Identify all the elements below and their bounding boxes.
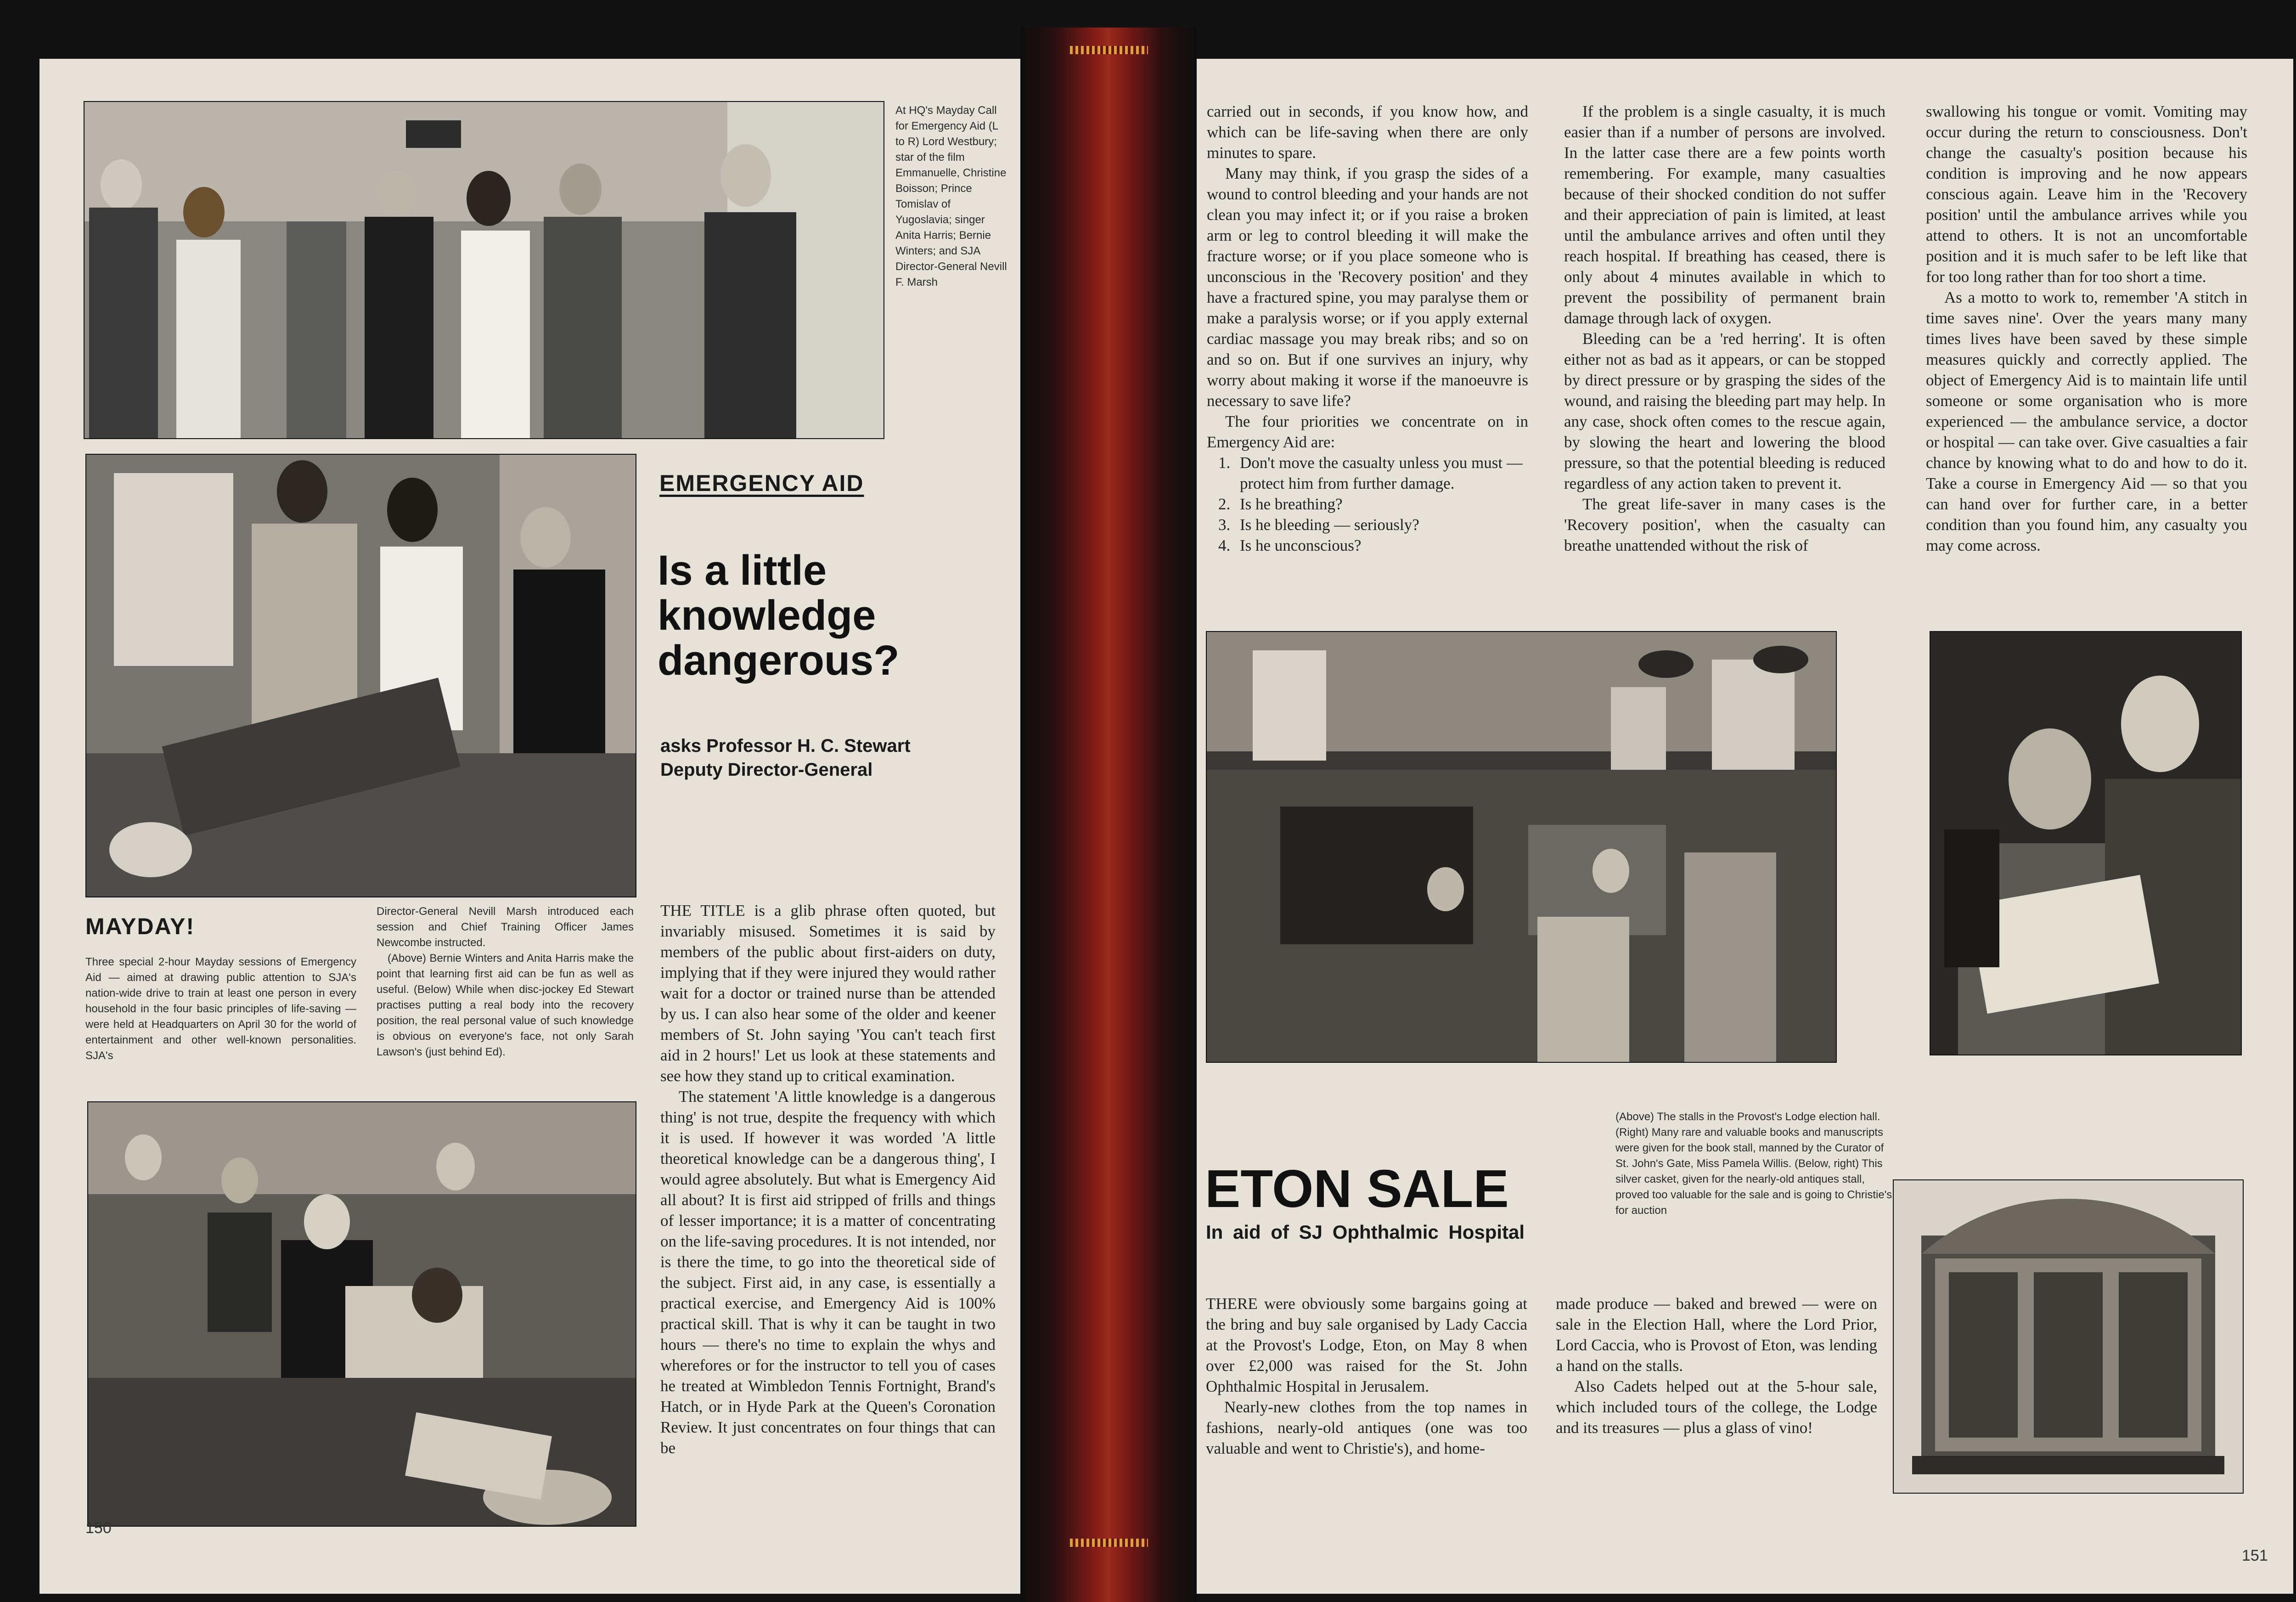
eton-caption-box: [1615, 1109, 1893, 1218]
eton-sale-title: ETON SALE: [1205, 1159, 1509, 1218]
article-right-col1: [1207, 101, 1528, 556]
eton-p2: Nearly-new clothes from the top names in fashions, nearly-old antiques (one was too valuable and went to Christie's), and home-: [1206, 1398, 1527, 1457]
page-number-right: 151: [2242, 1547, 2268, 1564]
article-right-col2: [1564, 101, 1885, 556]
mayday-col2-p2: (Above) Bernie Winters and Anita Harris make the point that learning first aid can be fun as well as useful. (Below) While when disc-jockey Ed Stewart practises putting a real body into the recovery position, the real personal value of such knowledge is obvious on everyone's face, not only Sarah Lawson's (just behind Ed).: [377, 952, 634, 1058]
col1-p3: The four priorities we concentrate on in Emergency Aid are:: [1207, 412, 1528, 451]
eton-p4: Also Cadets helped out at the 5-hour sale, which included tours of the college, the Lodge and its treasures — plus a glass of vino!: [1556, 1377, 1877, 1437]
eton-p1: THERE were obviously some bargains going at the bring and buy sale organised by Lady Caccia at the Provost's Lodge, Eton, on May 8 when over £2,000 was raised for the St. John Ophthalmic Hospital in Jerusalem.: [1206, 1295, 1527, 1395]
byline: [660, 734, 1009, 782]
binding-stripe-bottom: [1070, 1539, 1148, 1547]
article-p2: The statement 'A little knowledge is a dangerous thing' is not true, despite the frequency with which it is used. If however it was worded 'A little theoretical knowledge can be a dangerous thing', I would agree absolutely. But what is Emergency Aid all about? It is first aid stripped of frills and things of lesser importance; it is a matter of concentrating on the life-saving procedures. It is not intended, nor is there the time, to go into the theoretical side of the subject. First aid, in any case, is essentially a practical exercise, and Emergency Aid is 100% practical skill. That is why it can be taught in two hours — there's no time to explain the whys and wherefores or for the instructor to tell you of cases he treated at Wimbledon Tennis Fortnight, Brand's Hatch, or in Hyde Park at the Queen's Coronation Review. It just concentrates on four things that can be: [660, 1088, 996, 1457]
headline: Is a little knowledge dangerous?: [658, 547, 900, 684]
col2-p2: Bleeding can be a 'red herring'. It is often either not as bad as it appears, or can be stopped by direct pressure or by grasping the sides of the wound, and raising the bleeding part may help. In any case, shock often comes to the rescue again, by slowing the heart and lowering the blood pressure, so that the potential bleeding is reduced regardless of any action taken to prevent it.: [1564, 330, 1885, 492]
col2-p1: If the problem is a single casualty, it is much easier than if a number of persons are involved. In the latter case there are a few points worth remembering. For example, many casualties because of their shocked condition do not suffer and their appreciation of pain is limited, at least until the ambulance arrives and often until they reach hospital. If breathing has ceased, there is only about 4 minutes available in which to prevent the possibility of permanent brain damage through lack of oxygen.: [1564, 102, 1885, 327]
eton-col1: [1206, 1293, 1527, 1459]
priority-item: 3. Is he bleeding — seriously?: [1234, 514, 1528, 535]
article-p1: THE TITLE is a glib phrase often quoted, but invariably misused. Sometimes it is said by members of the public about first-aiders on duty, implying that if they were injured they would rather wait for a doctor or trained nurse than be attended by us. I can also hear some of the older and keener members of St. John saying 'You can't teach first aid in 2 hours!' Let us look at these statements and see how they stand up to critical examination.: [660, 902, 996, 1085]
eton-p3: made produce — baked and brewed — were on sale in the Election Hall, where the Lord Prior, Lord Caccia, who is Provost of Eton, was lending a hand on the stalls.: [1556, 1295, 1877, 1375]
col2-p3: The great life-saver in many cases is the 'Recovery position', when the casualty can breathe unattended without the risk of: [1564, 495, 1885, 554]
page-number-left: 150: [85, 1519, 112, 1537]
eton-sale-subtitle: In aid of SJ Ophthalmic Hospital: [1206, 1221, 1525, 1243]
photo-silver-casket: [1893, 1179, 2244, 1494]
photo-election-hall-stalls: [1206, 631, 1837, 1063]
col3-p2: As a motto to work to, remember 'A stitch in time saves nine'. Over the years many many times lives have been saved by these simple measures quickly and correctly applied. The object of Emergency Aid is to maintain life until someone or some organisation who is more experienced — the ambulance service, a doctor or hospital — can take over. Give casualties a fair chance by knowing what to do and how to do it. Take a course in Emergency Aid — so that you can hand over for further care, in a better condition than you found him, any casualty you may come across.: [1926, 288, 2247, 554]
mayday-col1-box: [85, 954, 356, 1064]
left-page: [39, 59, 1020, 1594]
byline-author: asks Professor H. C. Stewart: [660, 736, 911, 756]
col1-p2: Many may think, if you grasp the sides of a wound to control bleeding and your hands are not clean you may infect it; or if you raise a broken arm or leg to control bleeding it will make the fracture worse; or if you place someone who is unconscious in the 'Recovery position' and they have a fractured spine, you may paralyse them or make a paralysis worse; or if you apply external cardiac massage you may break ribs; and so on and so on. But if one survives an injury, why worry about making it worse if the manoeuvre is necessary to save life?: [1207, 164, 1528, 410]
mayday-title: MAYDAY!: [85, 914, 195, 939]
top-photo-caption-box: [895, 103, 1008, 290]
photo-book-stall: [1930, 631, 2242, 1055]
col1-p1: carried out in seconds, if you know how, and which can be life-saving when there are only minutes to spare.: [1207, 102, 1528, 162]
binding-stripe-top: [1070, 46, 1148, 54]
right-page: [1197, 59, 2293, 1594]
top-photo-caption: At HQ's Mayday Call for Emergency Aid (L to R) Lord Westbury; star of the film Emmanuelle, Christine Boisson; Prince Tomislav of Yugoslavia; singer Anita Harris; Bernie Winters; and SJA Director-General Nevill F. Marsh: [895, 104, 1007, 288]
priority-item: 1. Don't move the casualty unless you must — protect him from further damage.: [1234, 452, 1528, 494]
eton-col2: [1556, 1293, 1877, 1438]
priority-item: 4. Is he unconscious?: [1234, 535, 1528, 556]
priority-item: 2. Is he breathing?: [1234, 494, 1528, 514]
mayday-col1: Three special 2-hour Mayday sessions of Emergency Aid — aimed at drawing public attention to SJA's nation-wide drive to train at least one person in every household in the four basic principles of life-saving — were held at Headquarters on April 30 for the world of entertainment and other well-known personalities. SJA's: [85, 956, 356, 1062]
photo-hq-mayday-group: [84, 101, 884, 439]
photo-winters-harris-demo: [85, 454, 636, 897]
section-label: EMERGENCY AID: [659, 470, 864, 496]
mayday-col2-p1: Director-General Nevill Marsh introduced each session and Chief Training Officer James Newcombe instructed.: [377, 905, 634, 949]
mayday-col2-box: [377, 904, 634, 1060]
priorities-list: [1207, 452, 1528, 556]
binding-gutter: [1020, 28, 1197, 1602]
article-right-col3: [1926, 101, 2247, 556]
byline-role: Deputy Director-General: [660, 760, 873, 780]
article-left-column: [660, 900, 996, 1458]
col3-p1: swallowing his tongue or vomit. Vomiting may occur during the return to consciousness. Don't change the casualty's position because his condition is improving and he now appears conscious again. Leave him in the 'Recovery position' until the ambulance arrives while you attend to others. It is not an uncomfortable position and it is much safer to be left like that for too long rather than for too short a time.: [1926, 102, 2247, 286]
photo-recovery-position-practice: [87, 1101, 636, 1527]
eton-caption: (Above) The stalls in the Provost's Lodge election hall. (Right) Many rare and valuable books and manuscripts were given for the book stall, manned by the Curator of St. John's Gate, Miss Pamela Willis. (Below, right) This silver casket, given for the nearly-old antiques stall, proved too valuable for the sale and is going to Christie's for auction: [1615, 1111, 1892, 1217]
